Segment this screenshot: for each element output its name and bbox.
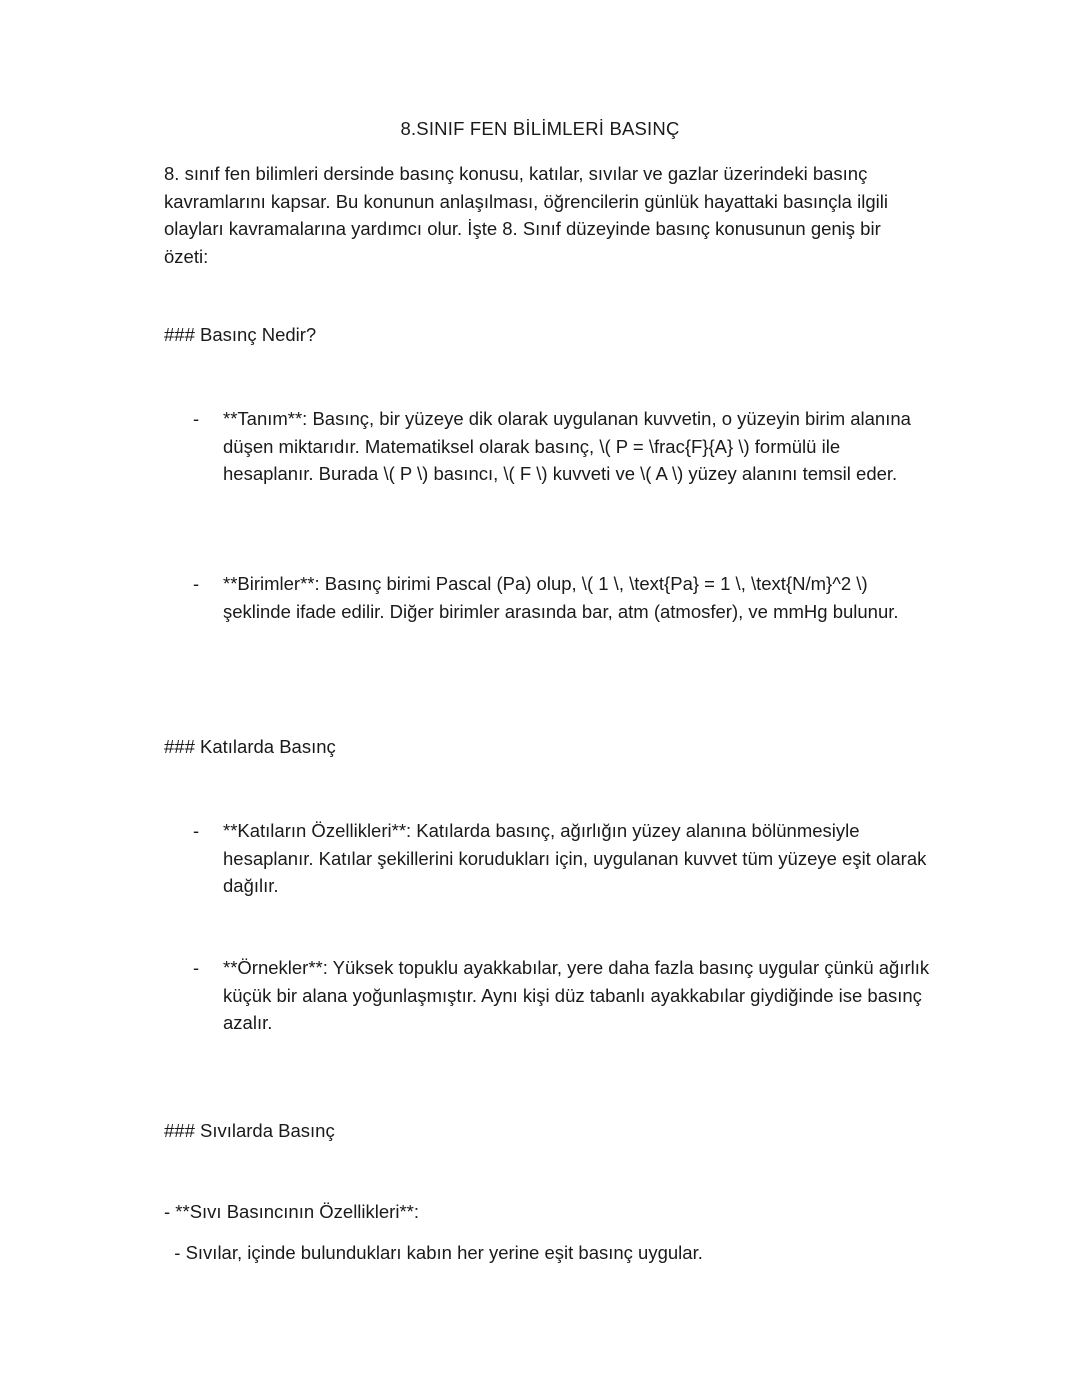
- bullet-dash: -: [193, 573, 200, 594]
- bullet-dash: -: [193, 408, 200, 429]
- bullet-text: **Birimler**: Basınç birimi Pascal (Pa) olup, \( 1 \, \text{Pa} = 1 \, \text{N/m}^2 \) şeklinde ifade edilir. Diğer birimler arasında bar, atm (atmosfer), ve mmHg bulunur.: [223, 573, 899, 622]
- bullet-dash: -: [193, 820, 200, 841]
- section-heading-basinc-nedir: ### Basınç Nedir?: [164, 324, 317, 345]
- bullet-text: **Tanım**: Basınç, bir yüzeye dik olarak uygulanan kuvvetin, o yüzeyin birim alanına düşen miktarıdır. Matematiksel olarak basınç, \( P = \frac{F}{A} \) formülü ile hesaplanır. Burada \( P \) basıncı, \( F \) kuvveti ve \( A \) yüzey alanını temsil eder.: [223, 408, 911, 484]
- section-heading-katilarda-basinc: ### Katılarda Basınç: [164, 736, 336, 757]
- bullet-ornekler: [193, 954, 933, 1037]
- bullet-tanim: [193, 405, 933, 488]
- bullet-text: **Örnekler**: Yüksek topuklu ayakkabılar, yere daha fazla basınç uygular çünkü ağırlık küçük bir alana yoğunlaşmıştır. Aynı kişi düz tabanlı ayakkabılar giydiğinde ise basınç azalır.: [223, 957, 930, 1033]
- list-item-sivilar-esit-basinc: - Sıvılar, içinde bulundukları kabın her yerine eşit basınç uygular.: [164, 1242, 703, 1263]
- bullet-katilarin-ozellikleri: [193, 817, 933, 900]
- section-heading-sivilarda-basinc: ### Sıvılarda Basınç: [164, 1120, 335, 1141]
- bullet-dash: -: [193, 957, 200, 978]
- document-title: 8.SINIF FEN BİLİMLERİ BASINÇ: [400, 118, 680, 139]
- bullet-birimler: [193, 570, 933, 625]
- bullet-text: **Katıların Özellikleri**: Katılarda basınç, ağırlığın yüzey alanına bölünmesiyle hesaplanır. Katılar şekillerini korudukları için, uygulanan kuvvet tüm yüzeye eşit olarak dağılır.: [223, 820, 927, 896]
- list-item-sivi-basinci: - **Sıvı Basıncının Özellikleri**:: [164, 1201, 419, 1222]
- intro-paragraph: 8. sınıf fen bilimleri dersinde basınç konusu, katılar, sıvılar ve gazlar üzerindeki basınç kavramlarını kapsar. Bu konunun anlaşılması, öğrencilerin günlük hayattaki basınçla ilgili olayları kavramalarına yardımcı olur. İşte 8. Sınıf düzeyinde basınç konusunun geniş bir özeti:: [164, 163, 888, 267]
